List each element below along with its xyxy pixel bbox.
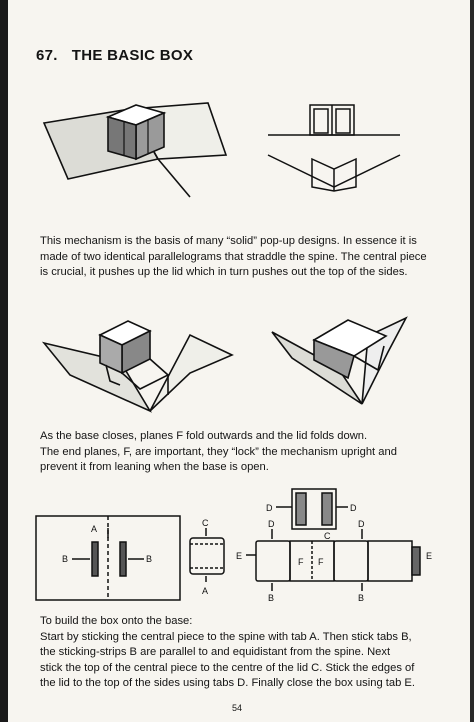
label-b: B <box>146 554 153 564</box>
diagram-base-plan <box>34 514 184 606</box>
build-line: the sticking-strips B are parallel to and equidistant from the spine. Next <box>40 646 391 658</box>
diagram-central-piece <box>186 516 228 596</box>
build-line: stick the top of the central piece to the centre of the lid C. Stick the edges of <box>40 661 415 674</box>
label-c: C <box>202 518 209 528</box>
label-f: F <box>298 557 304 567</box>
label-a: A <box>91 524 98 534</box>
closing-line: As the base closes, planes F fold outwards and the lid folds down. <box>40 430 368 442</box>
build-instructions <box>40 614 438 692</box>
label-b: B <box>268 593 275 603</box>
illustration-box-open-perspective <box>40 95 240 205</box>
label-d: D <box>268 519 275 529</box>
label-d: D <box>266 503 273 513</box>
label-e: E <box>236 551 243 561</box>
section-title: THE BASIC BOX <box>71 47 194 64</box>
illustration-box-nearly-closed <box>268 312 418 412</box>
diagram-sides-strip <box>236 517 436 609</box>
intro-line: is crucial, it pushes up the lid which in turn pushes out the top of the sides. <box>40 266 408 278</box>
label-e: E <box>426 551 433 561</box>
label-b: B <box>62 554 69 564</box>
label-c: C <box>324 531 331 541</box>
section-number: 67. <box>36 47 58 64</box>
label-f: F <box>318 557 324 567</box>
build-line: To build the box onto the base: <box>40 615 193 627</box>
page-right-edge <box>470 0 474 722</box>
label-b: B <box>358 593 365 603</box>
closing-paragraph <box>40 429 438 476</box>
section-heading <box>36 47 193 64</box>
intro-line: This mechanism is the basis of many “solid” pop-up designs. In essence it is <box>40 235 417 247</box>
closing-line: prevent it from leaning when the base is open. <box>40 461 269 473</box>
label-a: A <box>202 586 209 596</box>
build-line: Start by sticking the central piece to the spine with tab A. Then stick tabs B, <box>40 630 412 643</box>
closing-line: The end planes, F, are important, they “lock” the mechanism upright and <box>40 445 397 458</box>
illustration-elevations <box>268 95 408 205</box>
intro-line: made of two identical parallelograms that straddle the spine. The central piece <box>40 250 427 263</box>
illustration-box-closing <box>40 315 240 415</box>
page-number: 54 <box>231 703 242 713</box>
intro-paragraph <box>40 234 438 281</box>
page-left-edge <box>0 0 8 722</box>
build-line: the lid to the top of the sides using tabs D. Finally close the box using tab E. <box>40 677 415 689</box>
label-d: D <box>350 503 357 513</box>
label-d: D <box>358 519 365 529</box>
